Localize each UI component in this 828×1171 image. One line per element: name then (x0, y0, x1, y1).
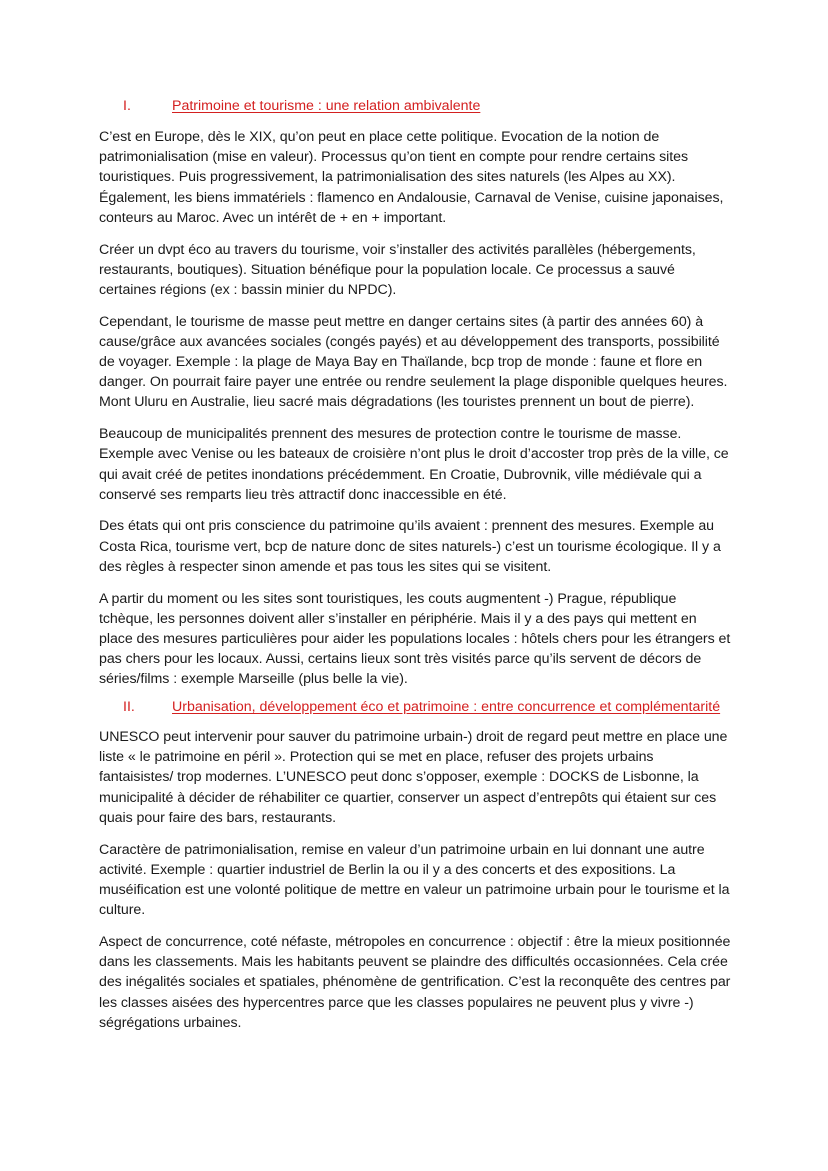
paragraph: A partir du moment ou les sites sont touristiques, les couts augmentent -) Prague, république tchèque, les personnes doivent aller s’installer en périphérie. Mais il y a des pays qui mettent en place des mesures particulières pour aider les populations locales : hôtels chers pour les étrangers et pas chers pour les locaux. Aussi, certains lieux sont très visités parce qu’ils servent de décors de séries/films : exemple Marseille (plus belle la vie). (99, 590, 731, 688)
paragraph: Cependant, le tourisme de masse peut mettre en danger certains sites (à partir des années 60) à cause/grâce aux avancées sociales (congés payés) et au développement des transports, possibilité de voyager. Exemple : la plage de Maya Bay en Thaïlande, bcp trop de monde : faune et flore en danger. On pourrait faire payer une entrée ou rendre seulement la plage disponible quelques heures. Mont Uluru en Australie, lieu sacré mais dégradations (les touristes prennent un bout de pierre). (99, 313, 728, 411)
document-page (99, 96, 731, 1044)
section-number: II. (123, 699, 135, 716)
section-number: I. (123, 98, 131, 114)
section-heading-1 (99, 96, 731, 116)
paragraph: C’est en Europe, dès le XIX, qu’on peut en place cette politique. Evocation de la notion de patrimonialisation (mise en valeur). Processus qu’on tient en compte pour rendre certains sites touristiques. Puis progressivement, la patrimonialisation des sites naturels (les Alpes au XX). Également, les biens immatériels : flamenco en Andalousie, Carnaval de Venise, cuisine japonaises, conteurs au Maroc. Avec un intérêt de + en + important. (99, 129, 724, 226)
paragraph: Beaucoup de municipalités prennent des mesures de protection contre le tourisme de masse. Exemple avec Venise ou les bateaux de croisière n’ont plus le droit d’accoster trop près de la ville, ce qui avait créé de petites inondations précédemment. En Croatie, Dubrovnik, ville médiévale qui a conservé ses remparts lieu très attractif donc inaccessible en été. (99, 426, 729, 503)
paragraph: Des états qui ont pris conscience du patrimoine qu’ils avaient : prennent des mesures. Exemple au Costa Rica, tourisme vert, bcp de nature donc de sites naturels-) c’est un tourisme écologique. Il y a des règles à respecter sinon amende et pas tous les sites qui se visitent. (99, 518, 721, 575)
paragraph: Aspect de concurrence, coté néfaste, métropoles en concurrence : objectif : être la mieux positionnée dans les classements. Mais les habitants peuvent se plaindre des difficultés occasionnées. Cela crée des inégalités sociales et spatiales, phénomène de gentrification. C’est la reconquête des centres par les classes aisées des hypercentres parce que les classes populaires ne peuvent plus y vivre -) ségrégations urbaines. (99, 933, 731, 1031)
paragraph: Créer un dvpt éco au travers du tourisme, voir s’installer des activités parallèles (hébergements, restaurants, boutiques). Situation bénéfique pour la population locale. Ce processus a sauvé certaines régions (ex : bassin minier du NPDC). (99, 241, 696, 298)
paragraph: UNESCO peut intervenir pour sauver du patrimoine urbain-) droit de regard peut mettre en place une liste « le patrimoine en péril ». Protection qui se met en place, refuser des projets urbains fantaisistes/ trop modernes. L’UNESCO peut donc s’opposer, exemple : DOCKS de Lisbonne, la municipalité à décider de réhabiliter ce quartier, conserver un aspect d’entrepôts qui étaient sur ces quais pour faire des bars, restaurants. (99, 729, 728, 826)
section-title: Patrimoine et tourisme : une relation ambivalente (172, 98, 481, 114)
section-heading-2 (99, 697, 731, 717)
paragraph: Caractère de patrimonialisation, remise en valeur d’un patrimoine urbain en lui donnant une autre activité. Exemple : quartier industriel de Berlin la ou il y a des concerts et des expositions. La muséification est une volonté politique de mettre en valeur un patrimoine urbain pour le tourisme et la culture. (99, 841, 730, 919)
section-title: Urbanisation, développement éco et patrimoine : entre concurrence et complémentarité (172, 699, 721, 716)
